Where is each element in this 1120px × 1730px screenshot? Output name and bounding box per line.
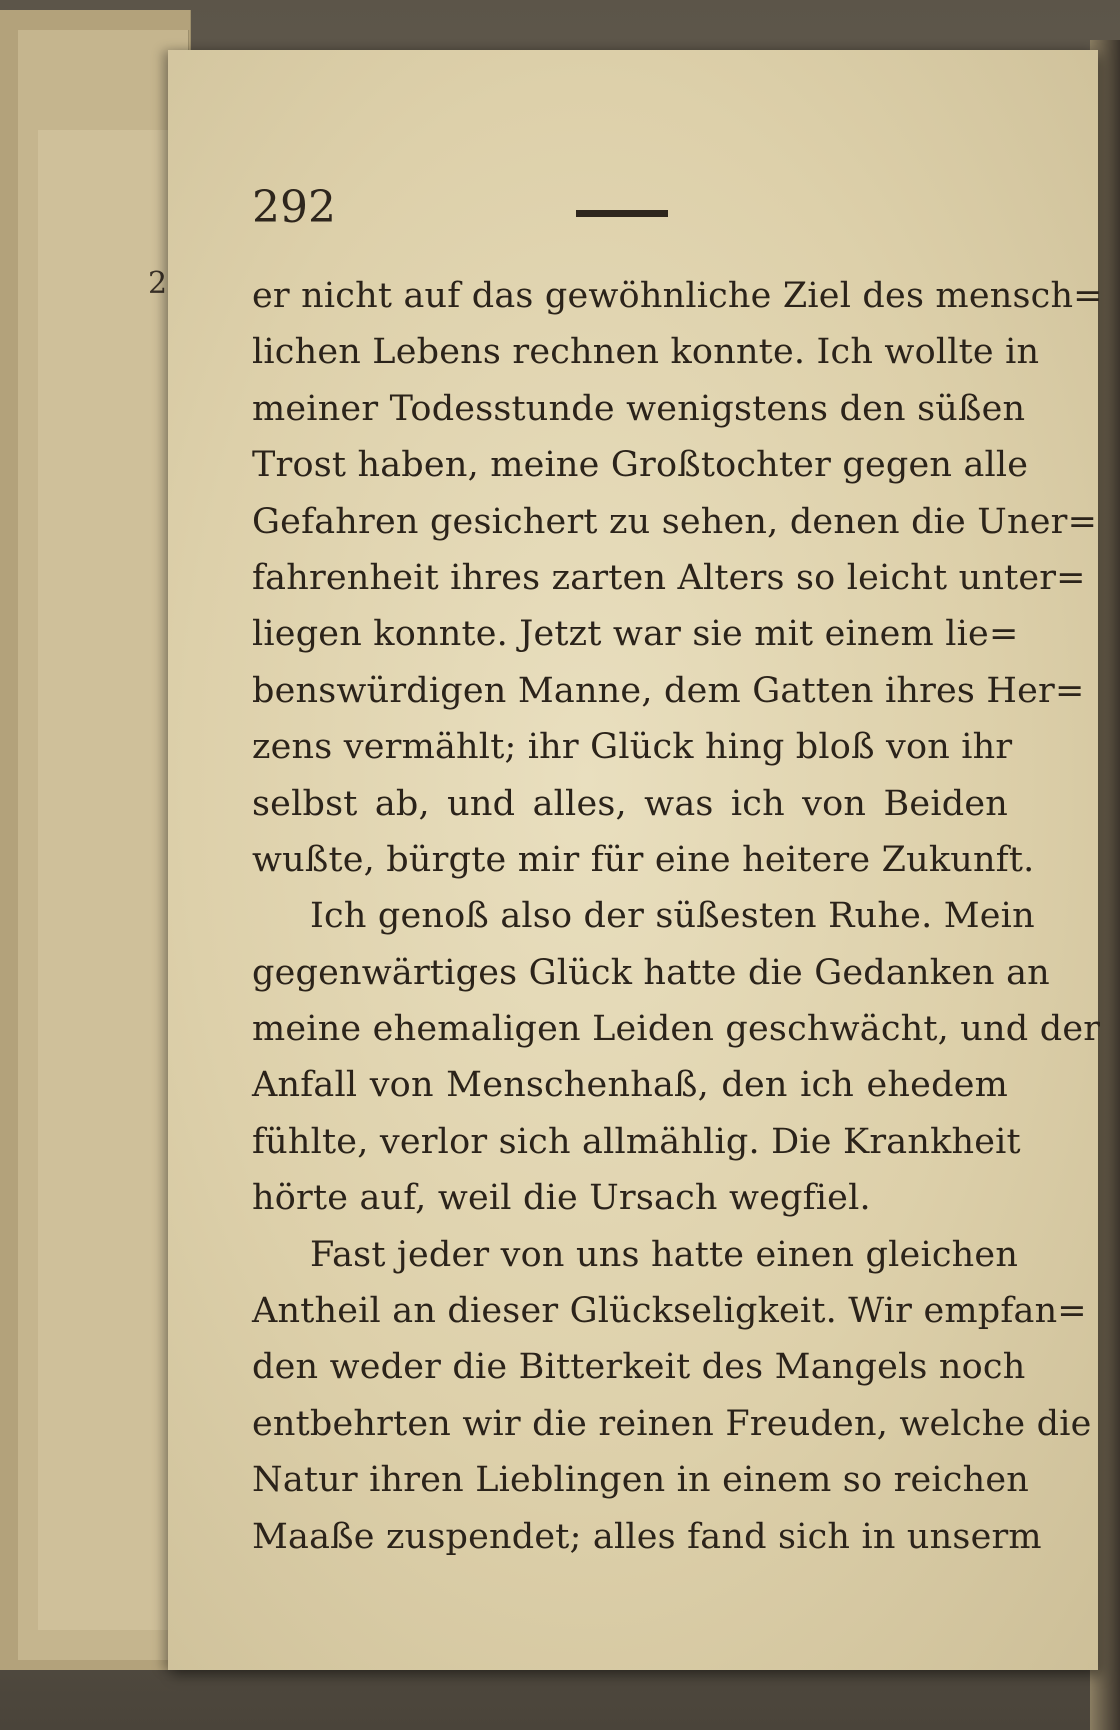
text-line: den weder die Bitterkeit des Mangels noch (252, 1347, 1026, 1388)
text-line: Maaße zuspendet; alles fand sich in unserm (252, 1516, 1042, 1557)
header-rule (576, 210, 668, 217)
text-line: lichen Lebens rechnen konnte. Ich wollte in (252, 332, 1040, 373)
book-page (168, 50, 1103, 1670)
text-line: benswürdigen Manne, dem Gatten ihres Her= (252, 670, 1085, 711)
text-line: entbehrten wir die reinen Freuden, welche die (252, 1403, 1092, 1444)
text-line: Trost haben, meine Großtochter gegen alle (252, 445, 1029, 486)
text-line: Antheil an dieser Glückseligkeit. Wir empfan= (252, 1291, 1087, 1332)
text-line: Anfall von Menschenhaß, den ich ehedem (252, 1065, 1008, 1106)
page-number: 292 (252, 182, 336, 233)
text-line: zens vermählt; ihr Glück hing bloß von ihr (252, 727, 1013, 768)
text-line: Fast jeder von uns hatte einen gleichen (310, 1234, 1019, 1275)
text-line: Natur ihren Lieblingen in einem so reichen (252, 1460, 1029, 1501)
text-line: wußte, bürgte mir für eine heitere Zukunft. (252, 839, 1035, 880)
text-line: Ich genoß also der süßesten Ruhe. Mein (310, 896, 1035, 937)
back-page-leaf (38, 130, 184, 1630)
text-line: gegenwärtiges Glück hatte die Gedanken an (252, 952, 1050, 993)
text-line: meiner Todesstunde wenigstens den süßen (252, 388, 1026, 429)
text-line: Gefahren gesichert zu sehen, denen die Uner= (252, 501, 1098, 542)
text-line: selbst ab, und alles, was ich von Beiden (252, 783, 1008, 824)
text-line: hörte auf, weil die Ursach wegfiel. (252, 1178, 871, 1219)
text-line: liegen konnte. Jetzt war sie mit einem lie= (252, 614, 1019, 655)
body-text (252, 268, 1103, 1565)
text-line: fahrenheit ihres zarten Alters so leicht unter= (252, 557, 1086, 598)
side-leaf-number: 2 (148, 266, 168, 301)
text-line: er nicht auf das gewöhnliche Ziel des mensch= (252, 276, 1103, 316)
text-line: meine ehemaligen Leiden geschwächt, und der (252, 1009, 1101, 1050)
text-line: fühlte, verlor sich allmählig. Die Krankheit (252, 1121, 1021, 1162)
